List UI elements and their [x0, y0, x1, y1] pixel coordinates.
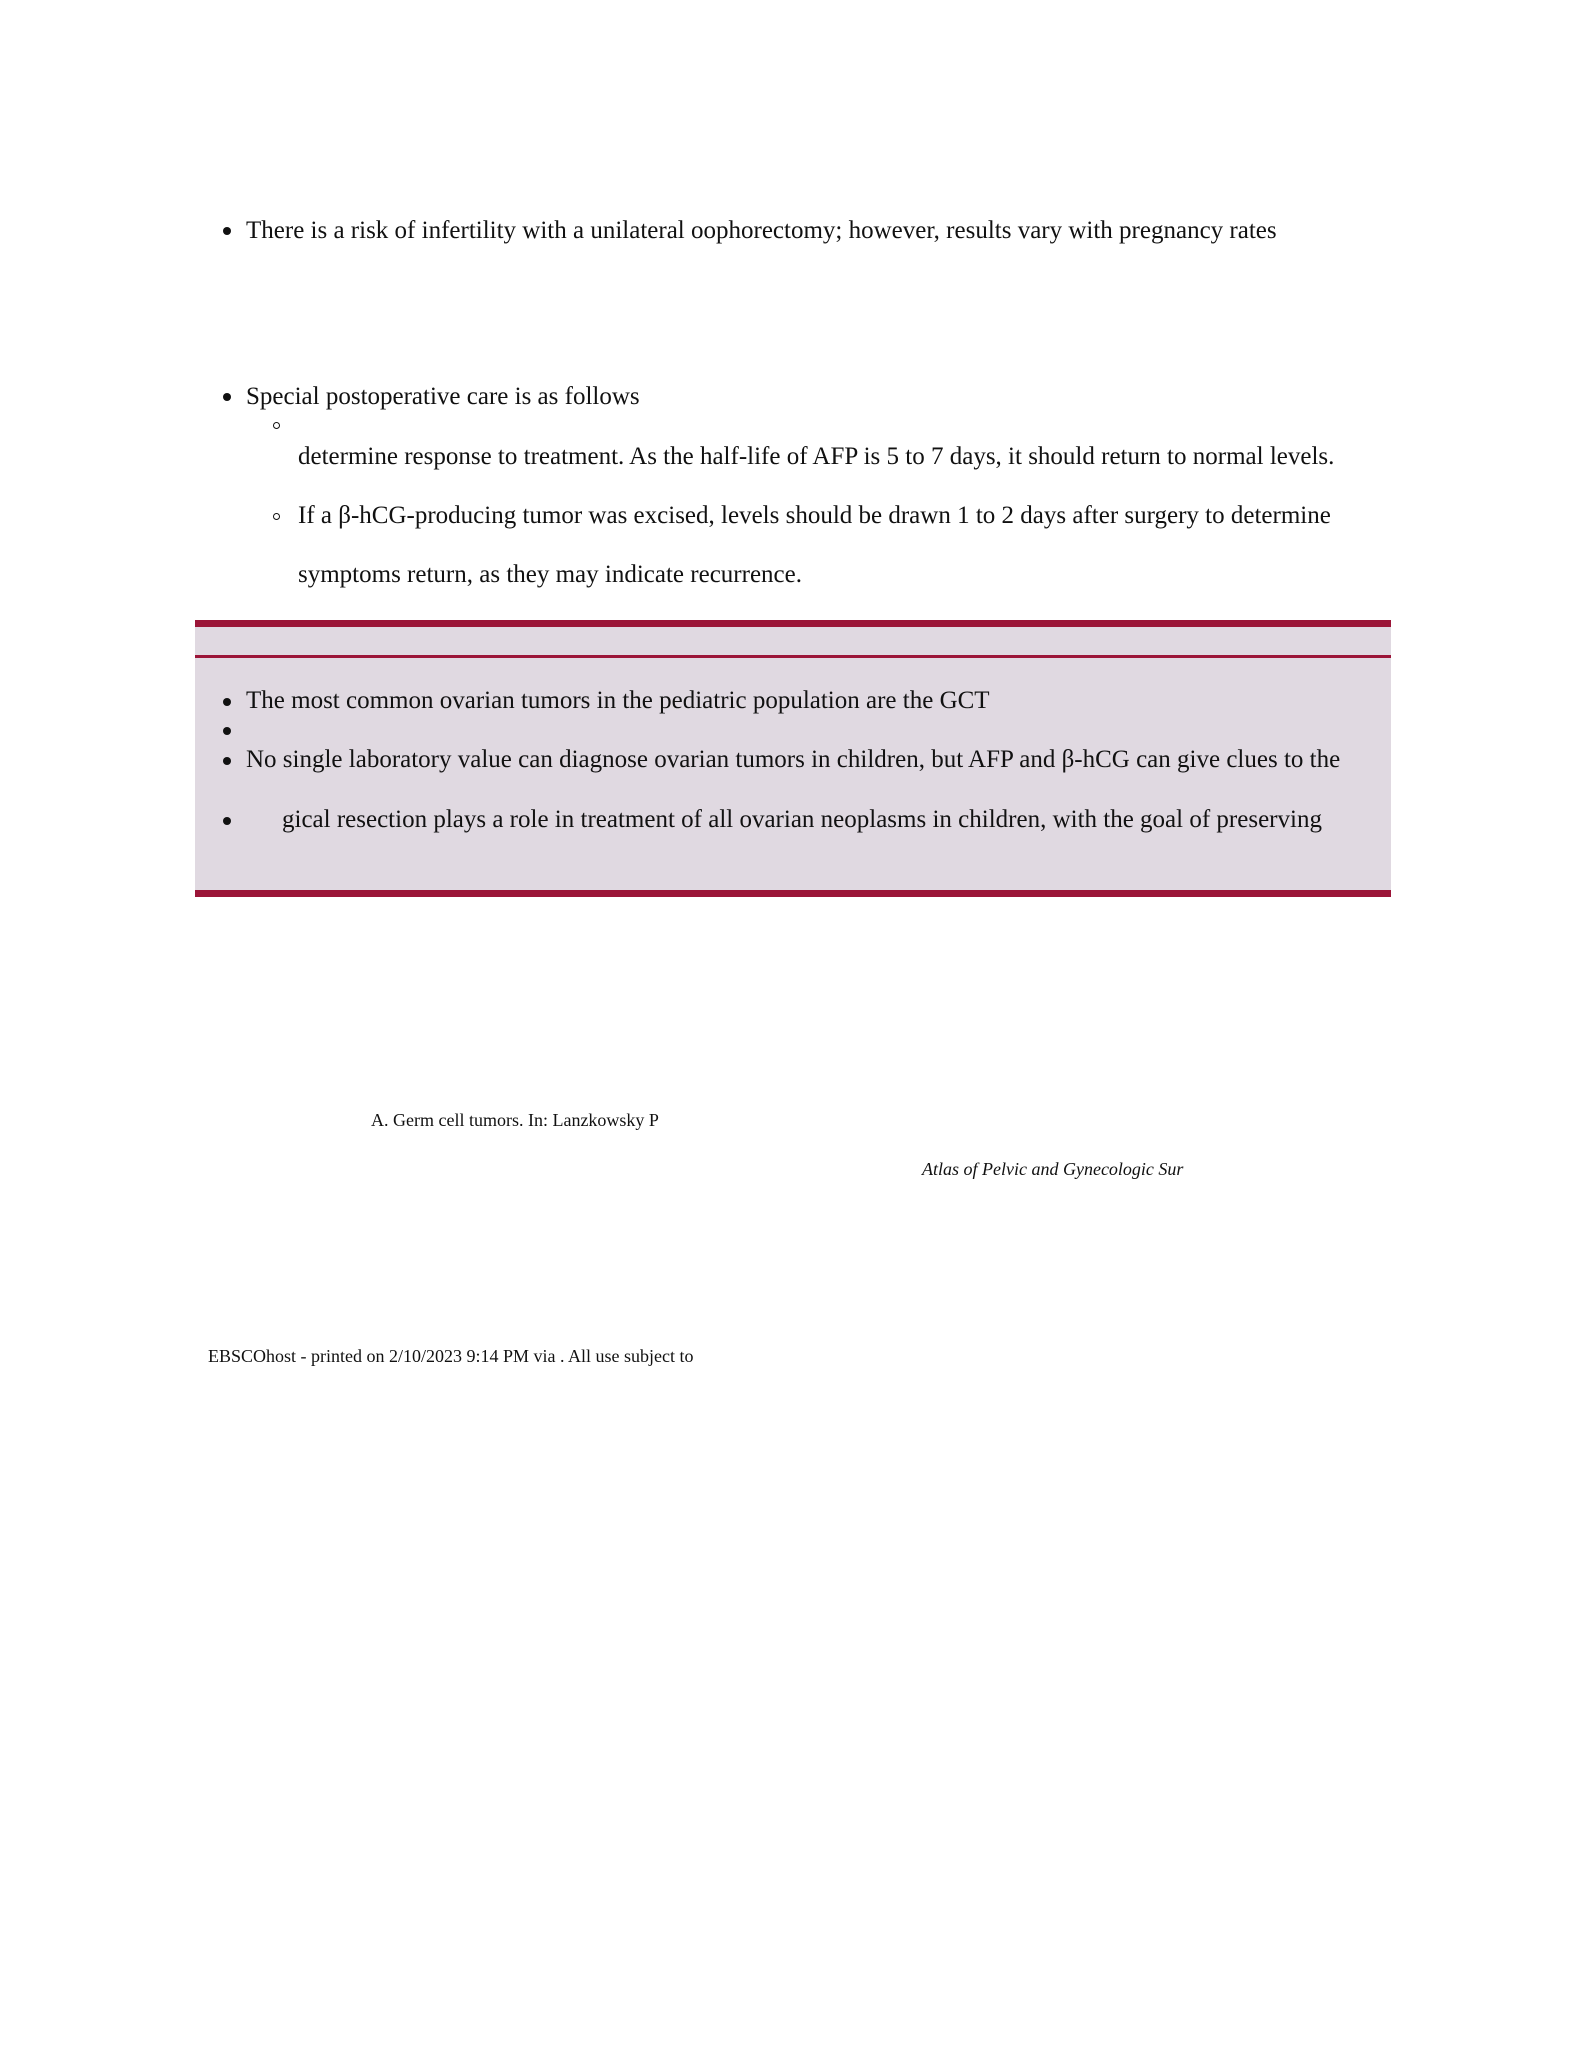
- bullet-infertility: There is a risk of infertility with a unilateral oophorectomy; however, results vary with pregnancy rates: [246, 217, 1277, 244]
- reference-lanzkowsky: A. Germ cell tumors. In: Lanzkowsky P: [371, 1110, 659, 1130]
- key-point-gct: The most common ovarian tumors in the pediatric population are the GCT: [246, 687, 990, 714]
- bullet-marker: [223, 227, 231, 235]
- bullet-postoperative-care: Special postoperative care is as follows: [246, 383, 640, 410]
- key-points-bottom-rule: [195, 890, 1391, 897]
- key-point-marker: [223, 757, 231, 765]
- key-point-marker: [223, 727, 231, 735]
- key-point-laboratory: No single laboratory value can diagnose ovarian tumors in children, but AFP and β-hCG can give clues to the: [246, 746, 1341, 773]
- ebscohost-footer: EBSCOhost - printed on 2/10/2023 9:14 PM via . All use subject to: [208, 1346, 694, 1366]
- key-points-top-rule: [195, 620, 1391, 627]
- sub-bullet-marker: [273, 422, 280, 429]
- sub-bullet-recurrence-continuation: symptoms return, as they may indicate recurrence.: [298, 561, 802, 588]
- key-points-header-divider: [195, 655, 1391, 658]
- key-point-marker: [223, 698, 231, 706]
- sub-bullet-hcg: If a β-hCG-producing tumor was excised, levels should be drawn 1 to 2 days after surgery to determine: [298, 502, 1331, 529]
- sub-bullet-afp-continuation: determine response to treatment. As the half-life of AFP is 5 to 7 days, it should return to normal levels.: [298, 443, 1335, 470]
- key-point-marker: [223, 817, 231, 825]
- key-point-resection: gical resection plays a role in treatment of all ovarian neoplasms in children, with the goal of preserving: [282, 806, 1322, 833]
- bullet-marker: [223, 393, 231, 401]
- sub-bullet-marker: [273, 513, 280, 520]
- reference-atlas-title: Atlas of Pelvic and Gynecologic Sur: [922, 1159, 1184, 1179]
